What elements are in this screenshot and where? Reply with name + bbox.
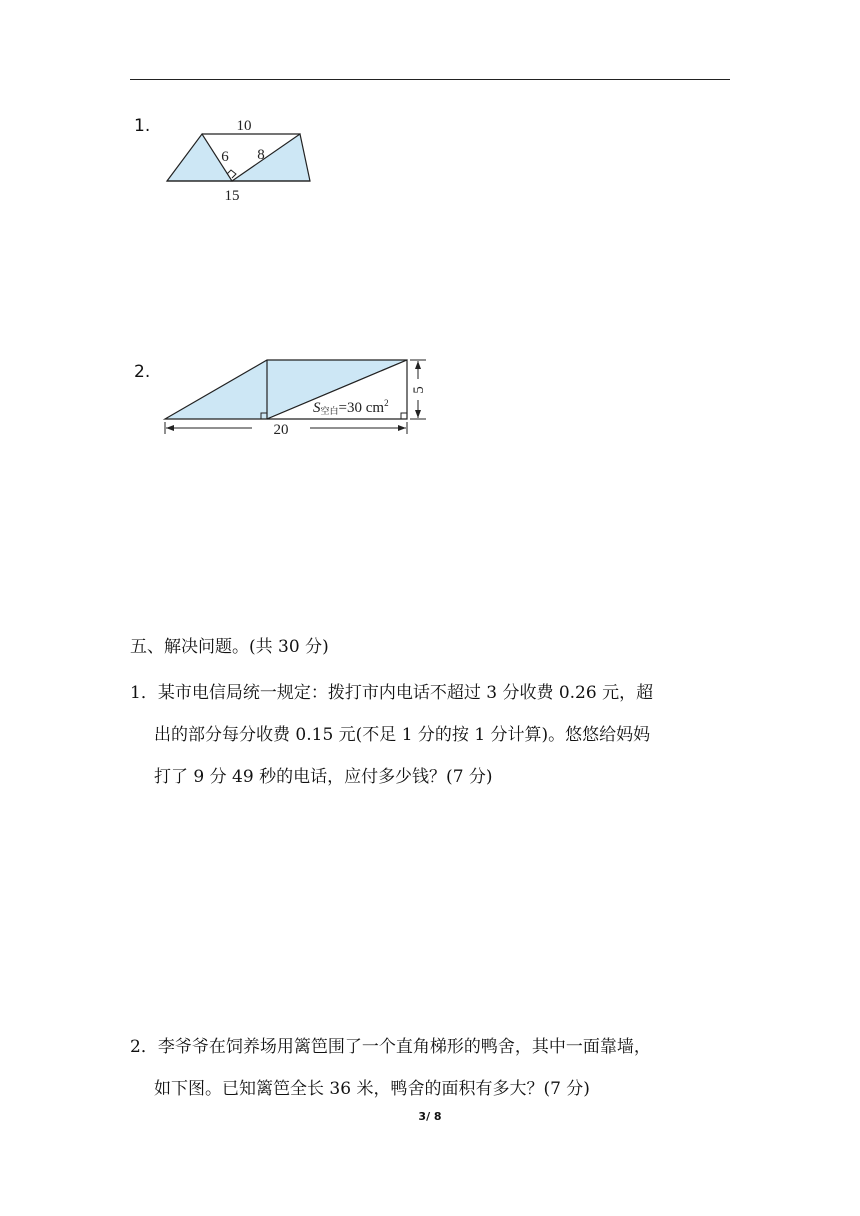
- figure1-label-bottom: 15: [224, 188, 240, 204]
- figure2-area-sub: 空白: [320, 406, 339, 416]
- figure1-label-right: 8: [257, 147, 265, 163]
- figure1-number: 1.: [134, 116, 151, 136]
- problem-2-line-2: 如下图。已知篱笆全长 36 米，鸭舍的面积有多大？(7 分): [154, 1079, 590, 1099]
- figure2-label-bottom: 20: [273, 422, 289, 438]
- section-heading: 五、解决问题。(共 30 分): [130, 637, 329, 657]
- figure1-label-left: 6: [221, 149, 229, 165]
- figure2-parallelogram-diagram: [160, 352, 435, 442]
- page-number: 3/ 8: [418, 1110, 442, 1123]
- figure2-area-s: S: [313, 400, 321, 416]
- problem-1-line-2: 出的部分每分收费 0.15 元(不足 1 分的按 1 分计算)。悠悠给妈妈: [154, 725, 651, 745]
- figure1-trapezoid-diagram: [160, 112, 320, 207]
- figure2-label-height: 5: [411, 386, 427, 394]
- problem-1: [130, 672, 750, 798]
- figure1-label-top: 10: [236, 118, 252, 134]
- problem-1-line-1: 1．某市电信局统一规定：拨打市内电话不超过 3 分收费 0.26 元，超: [130, 683, 654, 703]
- problem-2: [130, 1026, 750, 1110]
- figure2-area-exp: 2: [384, 398, 389, 408]
- header-rule: [130, 79, 730, 80]
- figure2-number: 2.: [134, 362, 151, 382]
- problem-1-line-3: 打了 9 分 49 秒的电话，应付多少钱？(7 分): [154, 767, 493, 787]
- problem-2-line-1: 2．李爷爷在饲养场用篱笆围了一个直角梯形的鸭舍，其中一面靠墙，: [130, 1037, 651, 1057]
- figure1-right-shaded-triangle: [232, 134, 310, 181]
- figure2-area-value: =30 cm: [338, 400, 385, 416]
